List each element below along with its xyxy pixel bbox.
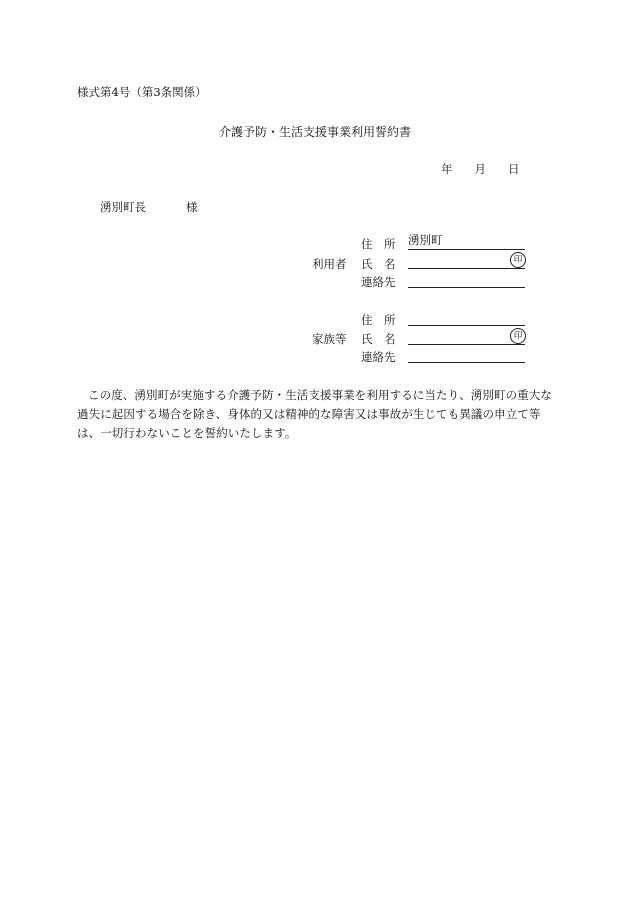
user-seal-icon: 印 xyxy=(510,252,526,268)
pledge-paragraph: この度、湧別町が実施する介護予防・生活支援事業を利用するに当たり、湧別町の重大な過失に起因する場合を除き、身体的又は精神的な障害又は事故が生じても異議の申立て等は、一切行わないことを誓約いたします。 xyxy=(77,388,552,440)
form-number: 様式第4号（第3条関係） xyxy=(77,85,207,99)
family-contact-field[interactable] xyxy=(408,347,525,363)
user-contact-label: 連絡先 xyxy=(361,275,396,289)
date-row xyxy=(441,161,520,177)
family-name-label: 氏 名 xyxy=(361,332,396,346)
user-group-label: 利用者 xyxy=(312,257,347,271)
addressee-honorific: 様 xyxy=(186,200,198,214)
addressee-name: 湧別町長 xyxy=(100,200,146,214)
user-name-label: 氏 名 xyxy=(361,257,396,271)
family-seal-icon: 印 xyxy=(510,328,526,344)
user-contact-field[interactable] xyxy=(408,272,525,288)
family-group-label: 家族等 xyxy=(312,332,347,346)
family-contact-label: 連絡先 xyxy=(361,350,396,364)
year-label: 年 xyxy=(441,162,453,176)
user-address-value: 湧別町 xyxy=(408,233,443,247)
family-address-field[interactable] xyxy=(408,310,525,326)
family-name-field[interactable] xyxy=(408,329,525,345)
user-name-field[interactable] xyxy=(408,253,525,269)
family-address-label: 住 所 xyxy=(361,313,396,327)
addressee xyxy=(100,199,198,215)
user-address-field[interactable] xyxy=(408,234,525,250)
user-address-label: 住 所 xyxy=(361,237,396,251)
document-title: 介護予防・生活支援事業利用誓約書 xyxy=(218,125,411,139)
day-label: 日 xyxy=(508,162,520,176)
month-label: 月 xyxy=(474,162,486,176)
